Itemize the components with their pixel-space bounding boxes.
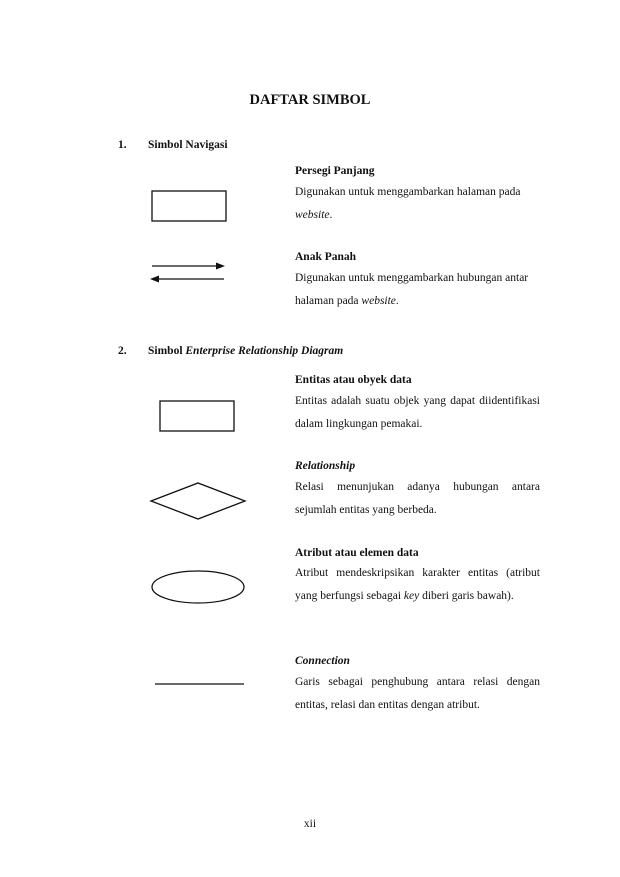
rectangle-symbol <box>150 189 230 223</box>
symbol-desc-entitas: Entitas adalah suatu objek yang dapat diidentifikasi dalam lingkungan pemakai. <box>295 395 540 430</box>
section-1-number: 1. <box>118 139 127 151</box>
section-2-title: Simbol Enterprise Relationship Diagram <box>148 345 344 357</box>
relationship-diamond-symbol <box>148 480 248 522</box>
symbol-desc-persegi-panjang: Digunakan untuk menggambarkan halaman pada website. <box>295 186 521 221</box>
symbol-name-connection: Connection <box>295 655 350 667</box>
symbol-desc-connection: Garis sebagai penghubung antara relasi dengan entitas, relasi dan entitas dengan atribut. <box>295 676 540 711</box>
attribute-ellipse-symbol <box>148 568 248 608</box>
symbol-desc-atribut: Atribut mendeskripsikan karakter entitas (atribut yang berfungsi sebagai key diberi garis bawah). <box>295 567 540 602</box>
page-title: DAFTAR SIMBOL <box>249 92 371 108</box>
symbol-desc-relationship: Relasi menunjukan adanya hubungan antara sejumlah entitas yang berbeda. <box>295 481 540 516</box>
double-arrow-symbol <box>146 258 230 286</box>
symbol-name-entitas: Entitas atau obyek data <box>295 374 412 386</box>
entity-rectangle-symbol <box>158 399 238 433</box>
page-number: xii <box>303 818 317 830</box>
symbol-name-persegi-panjang: Persegi Panjang <box>295 165 375 177</box>
section-2-number: 2. <box>118 345 127 357</box>
symbol-name-anak-panah: Anak Panah <box>295 251 357 263</box>
symbol-name-relationship: Relationship <box>295 460 356 472</box>
symbol-name-atribut: Atribut atau elemen data <box>295 547 419 559</box>
connection-line-symbol <box>153 679 247 689</box>
section-1-title: Simbol Navigasi <box>148 139 228 151</box>
symbol-desc-anak-panah: Digunakan untuk menggambarkan hubungan antar halaman pada website. <box>295 272 529 307</box>
